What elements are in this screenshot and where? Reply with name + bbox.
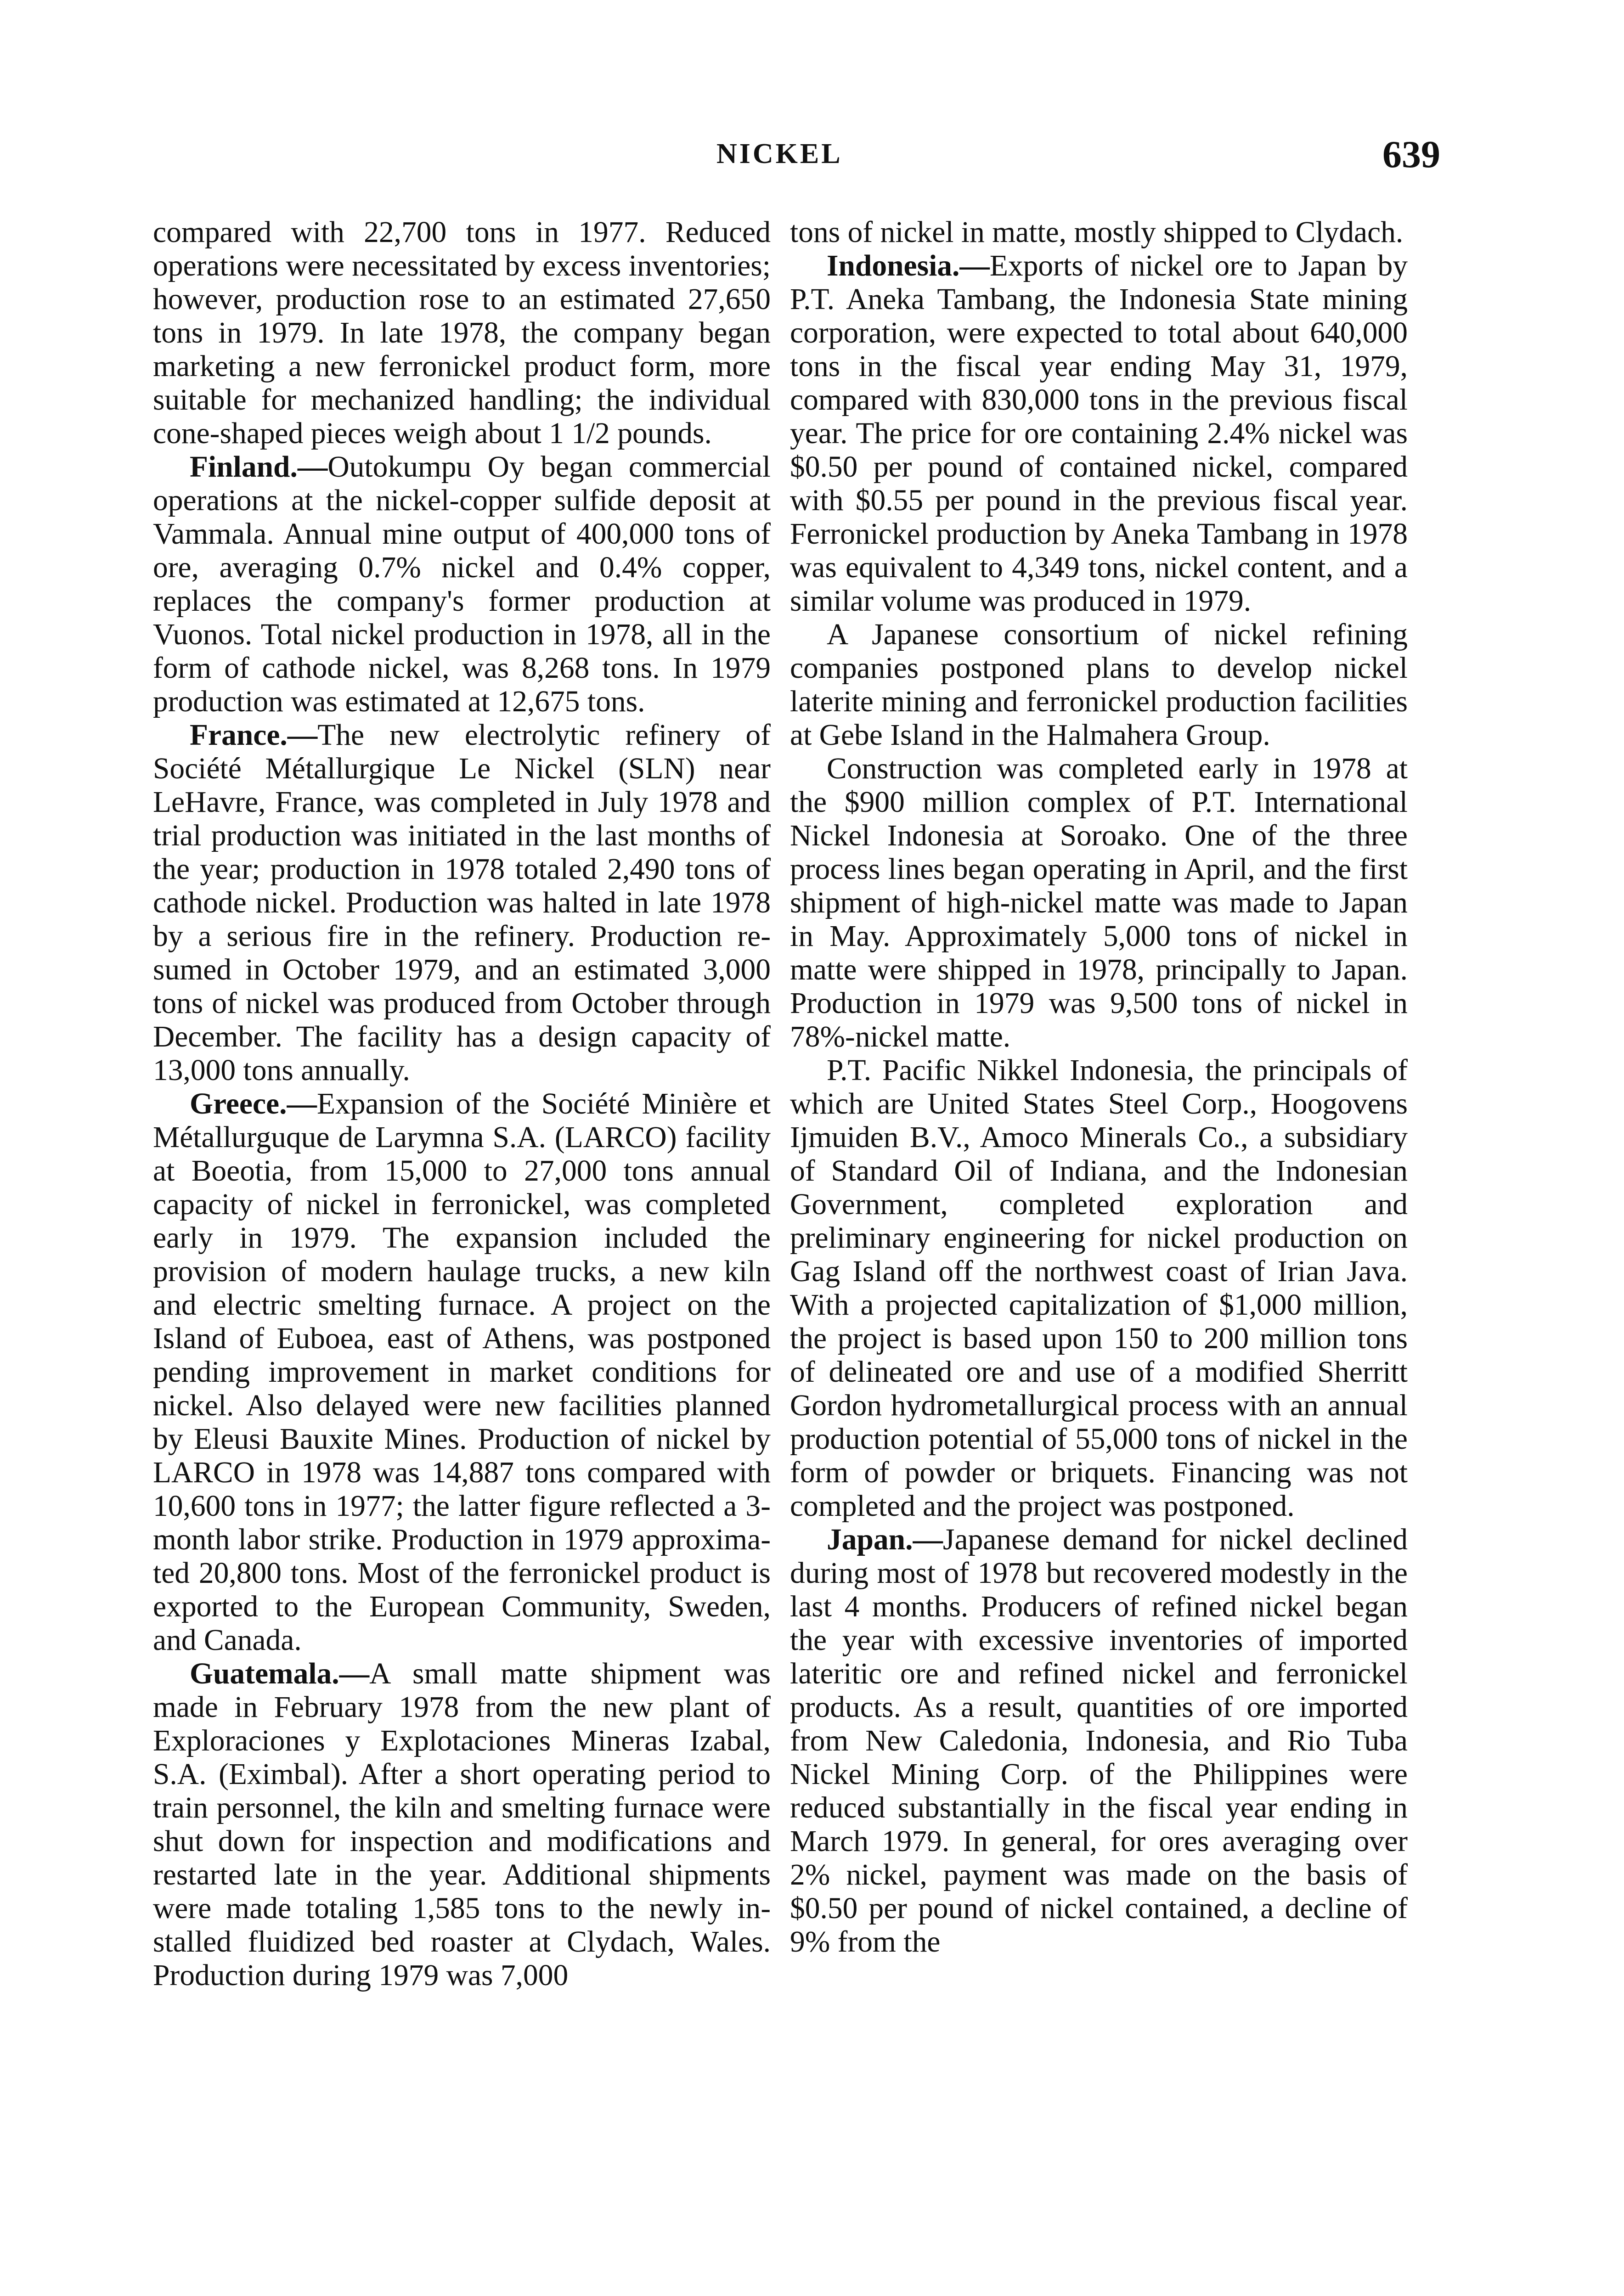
country-heading-france: France.— [190, 719, 318, 752]
paragraph-pacific-nikkel: P.T. Pacific Nikkel Indonesia, the principals of which are United States Steel Corp., Hoogovens Ijmuiden B.V., Amoco Minerals Co., a subsidiary of Standard Oil of Indiana, and the Indonesian Government, completed exploration and preliminary engineering for nickel production on Gag Island off the northwest coast of Irian Java. With a projected capitalization of $1,000 million, the project is based upon 150 to 200 million tons of delineated ore and use of a modified Sherritt Gordon hydrometallurgical process with an annual production potential of 55,000 tons of nickel in the form of powder or briquets. Financing was not completed and the project was postponed. [790, 1054, 1408, 1523]
left-column [153, 216, 771, 1992]
paragraph-text: Japanese demand for nickel declined during most of 1978 but recovered modestly in the last 4 months. Producers of refined nickel began the year with excessive inventories of imported lateritic ore and refined nickel and ferronickel products. As a result, quantities of ore imported from New Caledonia, Indonesia, and Rio Tuba Nickel Mining Corp. of the Philippines were reduced substantially in the fiscal year ending in March 1979. In general, for ores averaging over 2% nickel, payment was made on the basis of $0.50 per pound of nickel contained, a decline of 9% from the [790, 1523, 1408, 1958]
paragraph-continued: tons of nickel in matte, mostly shipped to Clydach. [790, 216, 1404, 249]
country-heading-japan: Japan.— [827, 1523, 943, 1556]
country-heading-greece: Greece.— [190, 1087, 317, 1120]
paragraph-france [153, 719, 771, 1087]
paragraph-text: Expansion of the Société Minière et Métallurguque de Larymna S.A. (LARCO) facility at Boeotia, from 15,000 to 27,000 tons annual capacity of nickel in ferronickel, was completed early in 1979. The expansion included the provision of modern haulage trucks, a new kiln and electric smelting furnace. A project on the Island of Euboea, east of Athens, was postponed pending improvement in market conditions for nickel. Also delayed were new facilities planned by Eleusi Bauxite Mines. Production of nickel by LARCO in 1978 was 14,887 tons compared with 10,600 tons in 1977; the latter figure reflected a 3-month labor strike. Production in 1979 approximated 20,800 tons. Most of the ferronickel product is exported to the European Community, Sweden, and Canada. [153, 1087, 771, 1657]
paragraph-consortium: A Japanese consortium of nickel refining companies postponed plans to develop nickel laterite mining and ferronickel production facilities at Gebe Island in the Halmahera Group. [790, 618, 1408, 752]
paragraph-japan [790, 1523, 1408, 1959]
paragraph-text: A small matte shipment was made in February 1978 from the new plant of Exploraciones y Explotaciones Mineras Izabal, S.A. (Eximbal). After a short operating period to train personnel, the kiln and smelting furnace were shut down for inspection and modifications and restarted late in the year. Additional shipments were made totaling 1,585 tons to the newly installed fluidized bed roaster at Clydach, Wales. Production during 1979 was 7,000 [153, 1657, 771, 1992]
paragraph-indonesia [790, 249, 1408, 618]
paragraph-continued: compared with 22,700 tons in 1977. Reduced operations were necessitated by excess inventories; however, production rose to an estimated 27,650 tons in 1979. In late 1978, the company began marketing a new ferronickel product form, more suitable for mechanized handling; the individual cone-shaped pieces weigh about 1 1/2 pounds. [153, 216, 771, 450]
page-header [0, 133, 1624, 188]
country-heading-guatemala: Guatemala.— [190, 1657, 370, 1690]
paragraph-construction: Construction was completed early in 1978 at the $900 million complex of P.T. International Nickel Indonesia at Soroako. One of the three process lines began operating in April, and the first shipment of high-nickel matte was made to Japan in May. Approximately 5,000 tons of nickel in matte were shipped in 1978, principally to Japan. Production in 1979 was 9,500 tons of nickel in 78%-nickel matte. [790, 752, 1408, 1053]
paragraph-guatemala [153, 1657, 771, 1992]
right-column [790, 216, 1408, 1959]
country-heading-indonesia: Indonesia.— [827, 249, 990, 282]
paragraph-finland [153, 450, 771, 719]
running-head: NICKEL [716, 138, 843, 169]
country-heading-finland: Finland.— [190, 450, 328, 484]
paragraph-text: Exports of nickel ore to Japan by P.T. Aneka Tambang, the Indonesia State mining corporation, were expected to total about 640,000 tons in the fiscal year ending May 31, 1979, compared with 830,000 tons in the previous fiscal year. The price for ore containing 2.4% nickel was $0.50 per pound of contained nickel, compared with $0.55 per pound in the previous fiscal year. Ferronickel production by Aneka Tambang in 1978 was equivalent to 4,349 tons, nickel content, and a similar volume was produced in 1979. [790, 249, 1408, 618]
paragraph-text: Outokumpu Oy began commercial operations at the nickel-copper sulfide deposit at Vammala. Annual mine output of 400,000 tons of ore, averaging 0.7% nickel and 0.4% copper, replaces the company's former production at Vuonos. Total nickel production in 1978, all in the form of cathode nickel, was 8,268 tons. In 1979 production was estimated at 12,675 tons. [153, 450, 771, 718]
page-number: 639 [1382, 133, 1440, 176]
paragraph-greece [153, 1087, 771, 1657]
paragraph-text: The new electrolytic refinery of Société Métallurgique Le Nickel (SLN) near LeHavre, France, was completed in July 1978 and trial production was initiated in the last months of the year; production in 1978 totaled 2,490 tons of cathode nickel. Production was halted in late 1978 by a serious fire in the refinery. Production resumed in October 1979, and an estimated 3,000 tons of nickel was produced from October through December. The facility has a design capacity of 13,000 tons annually. [153, 719, 771, 1087]
